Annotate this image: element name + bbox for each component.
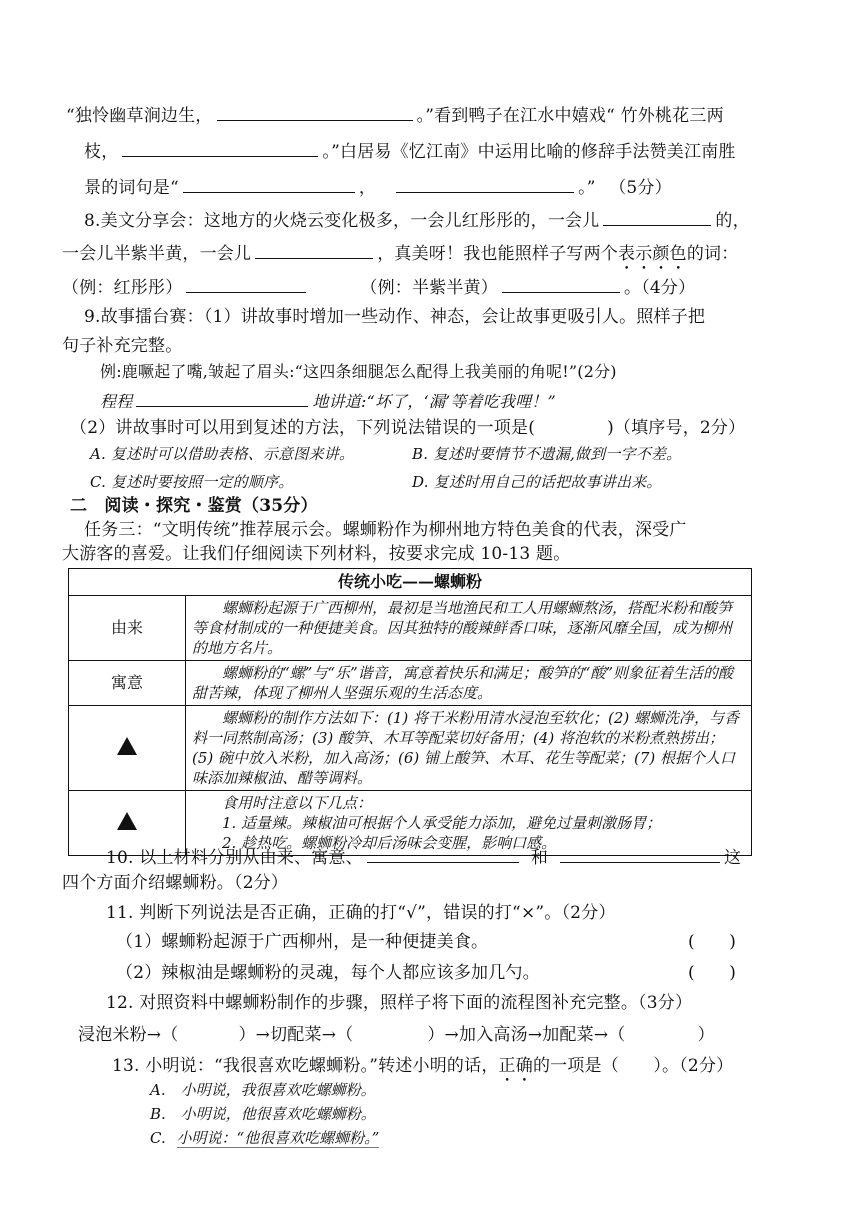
text: 。”白居易《忆江南》中运用比喻的修辞手法赞美江南胜	[322, 142, 736, 162]
text: A. 小明说，我很喜欢吃螺蛳粉。	[150, 1081, 376, 1099]
section-2-heading	[70, 495, 318, 517]
row-text-origin: 螺蛳粉起源于广西柳州，最初是当地渔民和工人用螺蛳熬汤，搭配米粉和酸笋等食材制成的一种便捷美食。因其独特的酸辣鲜香口味，逐渐风靡全国，成为柳州的地方名片。	[186, 596, 752, 661]
text: 小明说：“他很喜欢吃螺蛳粉。”	[176, 1129, 380, 1147]
row-key-meaning: 寓意	[69, 661, 186, 706]
triangle-icon	[117, 812, 137, 830]
answer-paren[interactable]	[688, 931, 736, 953]
text: （2）讲故事时可以用到复述的方法，下列说法错误的一项是(	[70, 418, 536, 438]
tip-item: 2. 趁热吃。螺蛳粉冷却后汤味会变腥，影响口感。	[222, 834, 557, 852]
text: 一会儿半紫半黄，一会儿	[62, 244, 252, 264]
question-9-sentence	[100, 390, 556, 413]
answer-blank[interactable]	[603, 209, 711, 226]
text: 9.故事擂台赛：（1）讲故事时增加一些动作、神态，会让故事更吸引人。照样子把	[84, 307, 706, 327]
option-c[interactable]	[90, 471, 293, 493]
text: 的词：	[686, 244, 739, 264]
text: 这	[724, 848, 742, 868]
row-key-blank-triangle[interactable]	[69, 706, 186, 791]
question-8-line-3	[62, 276, 695, 299]
text: 13. 小明说：“我很喜欢吃螺蛳粉。”转述小明的话，	[112, 1056, 499, 1076]
text: 大游客的喜爱。让我们仔细阅读下列材料，按要求完成 10-13 题。	[62, 544, 571, 564]
answer-blank[interactable]	[367, 846, 519, 863]
tips-intro: 食用时注意以下几点：	[222, 794, 373, 812]
poem-line-1	[66, 104, 724, 127]
row-text-method: 螺蛳粉的制作方法如下：(1) 将干米粉用清水浸泡至软化；(2) 螺蛳洗净，与香料一同熬制高汤；(3) 酸笋、木耳等配菜切好备用；(4) 将泡软的米粉煮熟捞出；(5) 碗中放入米粉，加入高汤；(6) 铺上酸笋、木耳、花生等配菜；(7) 根据个人口味添加辣椒油、醋等调料。	[186, 706, 752, 791]
score: （5分）	[617, 178, 672, 198]
question-9-line-1	[84, 306, 705, 328]
answer-blank[interactable]	[183, 176, 355, 193]
option-b[interactable]	[412, 443, 681, 465]
row-key-origin: 由来	[69, 596, 186, 661]
text: D. 复述时用自己的话把故事讲出来。	[412, 473, 662, 491]
answer-blank[interactable]	[186, 276, 306, 293]
table-title: 传统小吃——螺蛳粉	[69, 569, 752, 596]
text: （例：半紫半黄）	[360, 278, 499, 298]
text: )（填序号，2分）	[607, 418, 746, 438]
answer-blank[interactable]	[502, 276, 620, 293]
luosifen-info-table	[68, 568, 752, 856]
text: 。”看到鸭子在江水中嬉戏“ 竹外桃花三两	[416, 106, 724, 126]
triangle-icon	[117, 737, 137, 755]
text: （例：红彤彤）	[62, 278, 183, 298]
option-a[interactable]	[90, 443, 354, 465]
question-11	[106, 902, 616, 924]
question-9-part-2	[70, 417, 745, 439]
question-8-line-1	[84, 209, 750, 232]
text: 和	[530, 848, 549, 868]
answer-blank[interactable]	[122, 140, 318, 157]
text: 枝，	[84, 142, 119, 162]
text: 11. 判断下列说法是否正确，正确的打“√”，错误的打“×”。（2分）	[106, 903, 616, 923]
text: ( )	[688, 932, 737, 952]
text: 8.美文分享会：这地方的火烧云变化极多，一会儿红彤彤的，一会儿	[84, 211, 600, 231]
text: ( )	[688, 963, 737, 983]
row-text-meaning: 螺蛳粉的“螺”与“乐”谐音，寓意着快乐和满足；酸笋的“酸”则象征着生活的酸甜苦辣，体现了柳州人坚强乐观的生活态度。	[186, 661, 752, 706]
text: 地讲道:“坏了，‘漏’等着吃我哩！”	[312, 392, 556, 411]
poem-line-2	[84, 140, 736, 163]
text: 二 阅读・探究・鉴赏（35分）	[70, 496, 318, 516]
answer-blank[interactable]	[255, 242, 373, 259]
text: 景的词句是“	[84, 178, 179, 198]
answer-blank[interactable]	[396, 176, 574, 193]
text: 。”	[578, 178, 596, 198]
option-d[interactable]	[412, 471, 662, 493]
text: B. 小明说，他很喜欢吃螺蛳粉。	[150, 1105, 376, 1123]
tip-item: 1. 适量辣。辣椒油可根据个人承受能力添加，避免过量刺激肠胃；	[222, 814, 662, 832]
text: （2）辣椒油是螺蛳粉的灵魂，每个人都应该多加几勺。	[116, 963, 540, 983]
question-12	[106, 992, 692, 1014]
question-8-line-2	[62, 242, 738, 274]
text: ，真美呀！我也能照样子写两个	[377, 244, 619, 264]
question-10-line-1	[106, 846, 741, 869]
task-3-line-2	[62, 543, 570, 565]
answer-blank[interactable]	[217, 104, 413, 121]
question-9-line-2	[62, 335, 182, 357]
table-title-row	[69, 569, 752, 596]
text: C. 复述时要按照一定的顺序。	[90, 473, 294, 491]
text: ）	[697, 1025, 715, 1045]
table-row	[69, 661, 752, 706]
emphasis-text: 正确	[498, 1056, 533, 1076]
text: B. 复述时要情节不遗漏,做到一字不差。	[412, 445, 682, 463]
text: “独怜幽草涧边生，	[66, 106, 213, 126]
question-11-item-2	[116, 962, 540, 984]
question-10-line-2	[62, 872, 288, 894]
text: 的，	[715, 211, 750, 231]
option-c[interactable]	[150, 1128, 379, 1148]
option-b[interactable]	[150, 1104, 376, 1124]
question-11-item-1	[116, 931, 488, 953]
text: ）→切配菜→（	[238, 1025, 354, 1045]
table-row	[69, 596, 752, 661]
text: 例:鹿噘起了嘴,皱起了眉头:“这四条细腿怎么配得上我美丽的角呢!”(2分)	[100, 362, 617, 381]
text: 任务三：“文明传统”推荐展示会。螺蛳粉作为柳州地方特色美食的代表，深受广	[84, 520, 687, 540]
task-3-line-1	[84, 519, 687, 541]
text: C.	[150, 1129, 166, 1147]
answer-blank[interactable]	[136, 390, 308, 407]
emphasis-text: 表示颜色	[618, 244, 687, 264]
text: ，	[358, 178, 377, 198]
table-row	[69, 706, 752, 791]
text: A. 复述时可以借助表格、示意图来讲。	[90, 445, 355, 463]
answer-blank[interactable]	[560, 846, 720, 863]
text: 10. 以上材料分别从由来、寓意、	[106, 848, 363, 868]
question-9-example	[100, 361, 617, 383]
text: 程程	[100, 392, 133, 411]
text: 句子补充完整。	[62, 336, 183, 356]
text: ）→加入高汤→加配菜→（	[427, 1025, 626, 1045]
question-12-flowchart	[78, 1024, 715, 1046]
option-a[interactable]	[150, 1080, 376, 1100]
text: 的一项是（ ）。（2分）	[532, 1056, 734, 1076]
poem-line-3	[84, 176, 672, 199]
text: 浸泡米粉→（	[78, 1025, 179, 1045]
text: 四个方面介绍螺蛳粉。（2分）	[62, 873, 289, 893]
text: （1）螺蛳粉起源于广西柳州，是一种便捷美食。	[116, 932, 489, 952]
text: 12. 对照资料中螺蛳粉制作的步骤，照样子将下面的流程图补充完整。（3分）	[106, 993, 693, 1013]
answer-paren[interactable]	[688, 962, 736, 984]
score: 。（4分）	[624, 278, 696, 298]
